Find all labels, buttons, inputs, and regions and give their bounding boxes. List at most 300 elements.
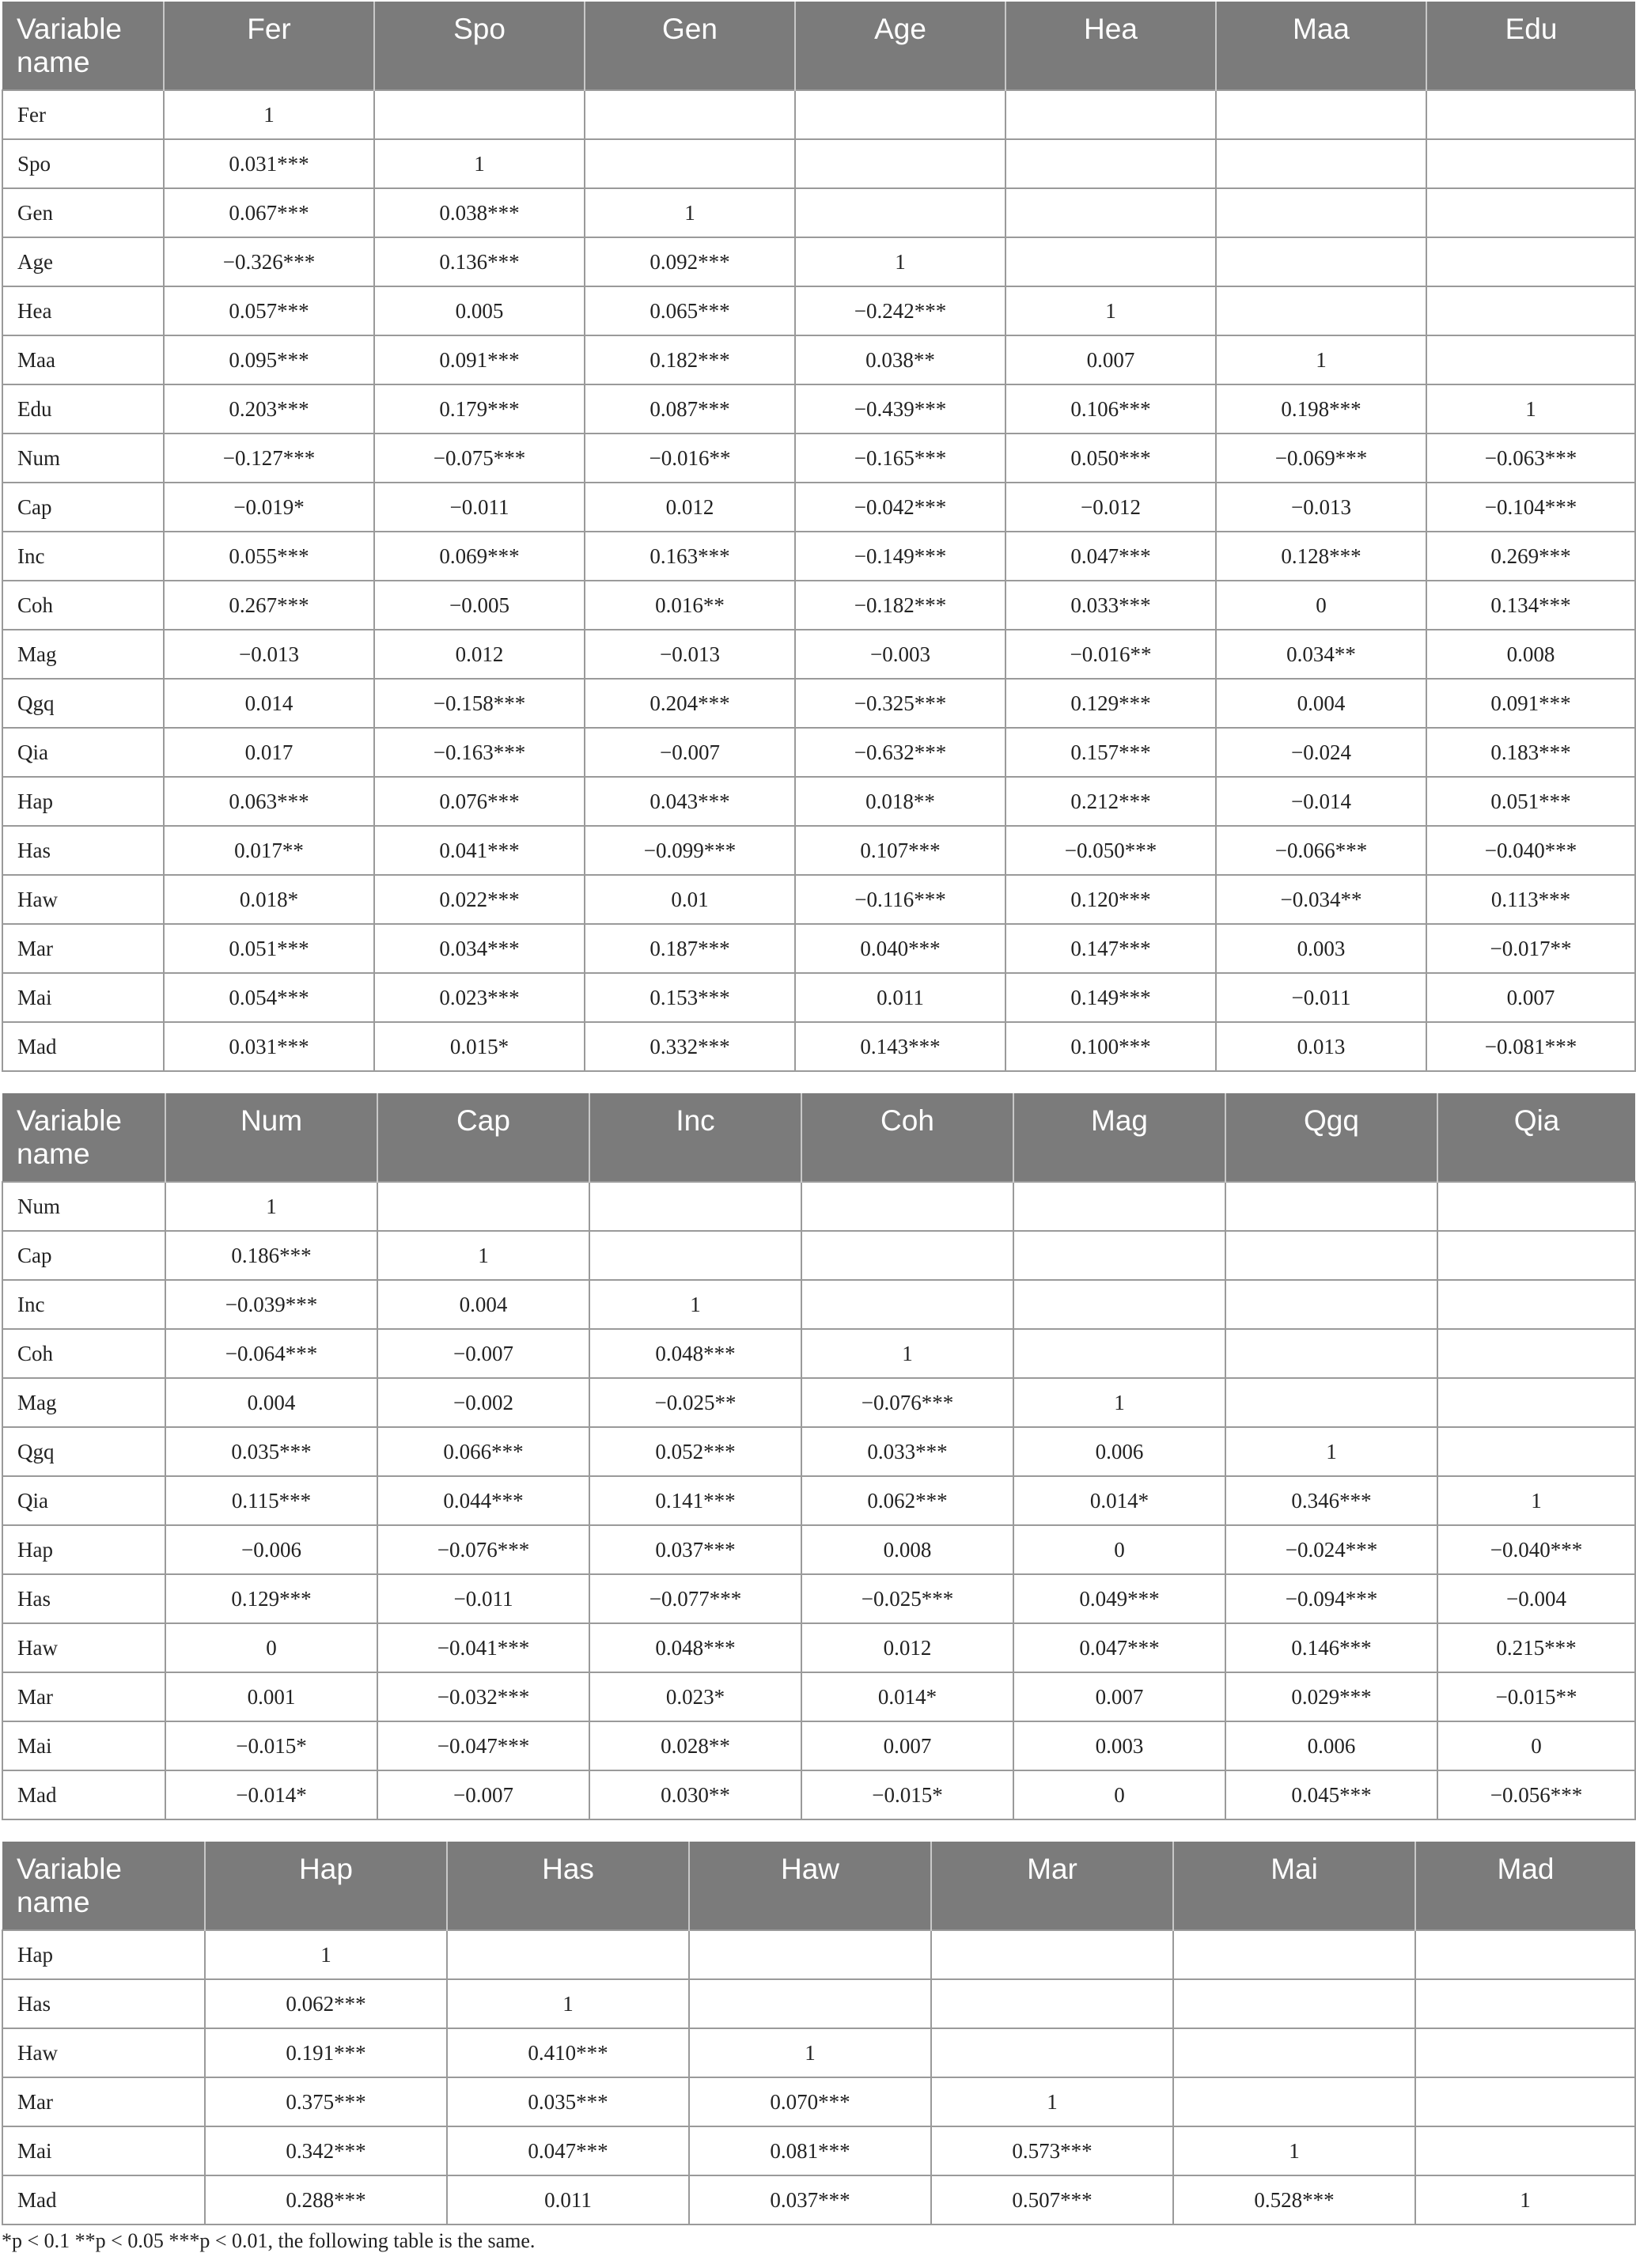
table-cell: 0.030**	[589, 1770, 801, 1819]
table-cell	[1013, 1182, 1225, 1231]
table-cell: 0.191***	[205, 2028, 447, 2077]
table-cell: −0.007	[377, 1770, 589, 1819]
table-row	[2, 679, 1635, 728]
table-cell: 0.037***	[689, 2175, 931, 2224]
table-cell	[1013, 1231, 1225, 1280]
table-cell	[1437, 1378, 1635, 1427]
table-cell	[1225, 1280, 1437, 1329]
table-cell: 0.067***	[164, 188, 374, 237]
row-label: Cap	[2, 483, 164, 532]
table-cell: 0.054***	[164, 973, 374, 1022]
table-row	[2, 728, 1635, 777]
row-label: Inc	[2, 532, 164, 581]
table-cell: 0.050***	[1005, 434, 1216, 483]
table-header	[2, 1093, 1635, 1182]
table-cell: −0.013	[1216, 483, 1426, 532]
table-cell: −0.116***	[795, 875, 1005, 924]
table-cell: 0.013	[1216, 1022, 1426, 1071]
row-label: Qia	[2, 728, 164, 777]
table-cell: 0.092***	[585, 237, 795, 286]
table-cell: 0.153***	[585, 973, 795, 1022]
table-cell: 0.041***	[374, 826, 585, 875]
table-cell: 0.047***	[447, 2126, 689, 2175]
column-header-hea: Hea	[1005, 2, 1216, 90]
table-cell: 1	[1415, 2175, 1635, 2224]
table-cell: 0.113***	[1426, 875, 1635, 924]
table-cell	[1173, 2028, 1415, 2077]
table-cell: 0.055***	[164, 532, 374, 581]
row-label: Inc	[2, 1280, 165, 1329]
table-cell: 0.507***	[931, 2175, 1173, 2224]
table-cell: −0.015**	[1437, 1672, 1635, 1721]
table-row	[2, 237, 1635, 286]
table-cell: 0.007	[1005, 335, 1216, 384]
table-cell: 0.129***	[165, 1574, 377, 1623]
row-label: Cap	[2, 1231, 165, 1280]
table-cell	[1426, 335, 1635, 384]
table-row	[2, 483, 1635, 532]
table-cell: −0.034**	[1216, 875, 1426, 924]
row-label: Num	[2, 1182, 165, 1231]
table-cell: −0.025***	[801, 1574, 1013, 1623]
table-cell: 0.065***	[585, 286, 795, 335]
table-cell: −0.325***	[795, 679, 1005, 728]
table-row	[2, 286, 1635, 335]
table-cell: 0.095***	[164, 335, 374, 384]
column-header-qgq: Qgq	[1225, 1093, 1437, 1182]
table-cell: 0.003	[1013, 1721, 1225, 1770]
table-cell: −0.012	[1005, 483, 1216, 532]
column-header-variable-name: Variable name	[2, 1093, 165, 1182]
table-cell: 0.044***	[377, 1476, 589, 1525]
row-label: Num	[2, 434, 164, 483]
table-cell: 0.031***	[164, 1022, 374, 1071]
table-cell: −0.025**	[589, 1378, 801, 1427]
row-label: Mai	[2, 973, 164, 1022]
table-cell: 0.066***	[377, 1427, 589, 1476]
table-cell: −0.013	[164, 630, 374, 679]
table-cell: 0.049***	[1013, 1574, 1225, 1623]
column-header-mar: Mar	[931, 1842, 1173, 1930]
table-cell	[1225, 1329, 1437, 1378]
table-row	[2, 1770, 1635, 1819]
table-cell: 0.001	[165, 1672, 377, 1721]
row-label: Age	[2, 237, 164, 286]
table-cell: 0.014	[164, 679, 374, 728]
row-label: Mad	[2, 2175, 205, 2224]
table-row	[2, 1721, 1635, 1770]
table-row	[2, 1231, 1635, 1280]
table-cell	[689, 1979, 931, 2028]
table-cell: 0.332***	[585, 1022, 795, 1071]
table-cell: 0	[1013, 1525, 1225, 1574]
table-row	[2, 924, 1635, 973]
table-cell: 0.014*	[801, 1672, 1013, 1721]
table-cell: −0.014	[1216, 777, 1426, 826]
table-cell	[1225, 1182, 1437, 1231]
table-cell: 0.029***	[1225, 1672, 1437, 1721]
table-cell	[1415, 1979, 1635, 2028]
table-cell: 0.011	[447, 2175, 689, 2224]
column-header-num: Num	[165, 1093, 377, 1182]
table-cell: 0.183***	[1426, 728, 1635, 777]
row-label: Haw	[2, 1623, 165, 1672]
column-header-age: Age	[795, 2, 1005, 90]
table-cell: 0.031***	[164, 139, 374, 188]
table-cell: 0.045***	[1225, 1770, 1437, 1819]
table-cell: 0.006	[1013, 1427, 1225, 1476]
correlation-table-1	[2, 2, 1636, 1072]
table-cell: −0.019*	[164, 483, 374, 532]
table-cell: 1	[1437, 1476, 1635, 1525]
table-cell: 0.047***	[1005, 532, 1216, 581]
table-cell: 0.003	[1216, 924, 1426, 973]
table-row	[2, 188, 1635, 237]
table-cell	[447, 1930, 689, 1979]
table-cell: −0.011	[377, 1574, 589, 1623]
table-cell: 0.005	[374, 286, 585, 335]
table-row	[2, 384, 1635, 434]
table-cell: 0.136***	[374, 237, 585, 286]
table-cell	[1216, 237, 1426, 286]
table-cell: 0.008	[801, 1525, 1013, 1574]
table-row	[2, 1427, 1635, 1476]
table-cell	[931, 1930, 1173, 1979]
significance-footnote: *p < 0.1 **p < 0.05 ***p < 0.01, the following table is the same.	[2, 2229, 536, 2252]
row-label: Hap	[2, 1525, 165, 1574]
header-row	[2, 2, 1635, 90]
table-row	[2, 630, 1635, 679]
table-cell: 0.043***	[585, 777, 795, 826]
table-cell: 0.147***	[1005, 924, 1216, 973]
table-header	[2, 2, 1635, 90]
table-cell: 0.012	[374, 630, 585, 679]
table-cell: 0.134***	[1426, 581, 1635, 630]
table-cell: 0.063***	[164, 777, 374, 826]
table-cell: 0.157***	[1005, 728, 1216, 777]
table-row	[2, 335, 1635, 384]
table-cell: −0.163***	[374, 728, 585, 777]
table-cell: 0.149***	[1005, 973, 1216, 1022]
table-cell: 0.143***	[795, 1022, 1005, 1071]
table-cell: 0.038***	[374, 188, 585, 237]
header-row	[2, 1842, 1635, 1930]
table-cell: −0.076***	[377, 1525, 589, 1574]
table-cell: −0.064***	[165, 1329, 377, 1378]
table-cell: 0.007	[1013, 1672, 1225, 1721]
column-header-mag: Mag	[1013, 1093, 1225, 1182]
table-cell: 1	[377, 1231, 589, 1280]
table-cell: 0.007	[1426, 973, 1635, 1022]
table-row	[2, 2175, 1635, 2224]
table-cell: −0.039***	[165, 1280, 377, 1329]
table-cell: 0.034***	[374, 924, 585, 973]
header-row	[2, 1093, 1635, 1182]
table-row	[2, 139, 1635, 188]
table-cell: −0.632***	[795, 728, 1005, 777]
table-cell: 0.100***	[1005, 1022, 1216, 1071]
table-cell: 0.528***	[1173, 2175, 1415, 2224]
table-cell: −0.069***	[1216, 434, 1426, 483]
table-cell	[1013, 1280, 1225, 1329]
table-cell: −0.024	[1216, 728, 1426, 777]
correlation-table-2	[2, 1093, 1636, 1820]
table-cell: −0.040***	[1437, 1525, 1635, 1574]
row-label: Mar	[2, 2077, 205, 2126]
table-cell: 0.179***	[374, 384, 585, 434]
table-row	[2, 90, 1635, 139]
row-label: Mar	[2, 1672, 165, 1721]
table-cell	[931, 1979, 1173, 2028]
table-cell: −0.127***	[164, 434, 374, 483]
table-cell: 0.022***	[374, 875, 585, 924]
table-cell: −0.076***	[801, 1378, 1013, 1427]
table-cell: −0.094***	[1225, 1574, 1437, 1623]
table-cell	[1415, 2126, 1635, 2175]
row-label: Mad	[2, 1022, 164, 1071]
table-row	[2, 875, 1635, 924]
table-cell	[585, 139, 795, 188]
column-header-inc: Inc	[589, 1093, 801, 1182]
table-cell: 1	[1013, 1378, 1225, 1427]
table-cell: 0.081***	[689, 2126, 931, 2175]
table-cell: −0.016**	[1005, 630, 1216, 679]
column-header-qia: Qia	[1437, 1093, 1635, 1182]
table-cell: −0.002	[377, 1378, 589, 1427]
table-cell	[1437, 1280, 1635, 1329]
table-cell	[1415, 2077, 1635, 2126]
table-cell: 0	[1013, 1770, 1225, 1819]
table-cell: 0.076***	[374, 777, 585, 826]
table-cell: 0.141***	[589, 1476, 801, 1525]
table-cell	[795, 139, 1005, 188]
table-row	[2, 1574, 1635, 1623]
column-header-variable-name: Variable name	[2, 2, 164, 90]
table-body	[2, 1930, 1635, 2224]
table-cell: 0.038**	[795, 335, 1005, 384]
table-cell: −0.165***	[795, 434, 1005, 483]
table-cell: 0.014*	[1013, 1476, 1225, 1525]
column-header-variable-name: Variable name	[2, 1842, 205, 1930]
table-row	[2, 532, 1635, 581]
table-cell	[1437, 1182, 1635, 1231]
table-row	[2, 1280, 1635, 1329]
table-cell: 0.011	[795, 973, 1005, 1022]
table-cell: 1	[165, 1182, 377, 1231]
table-cell	[1005, 90, 1216, 139]
table-cell: 0.410***	[447, 2028, 689, 2077]
table-body	[2, 90, 1635, 1071]
table-row	[2, 1476, 1635, 1525]
row-label: Coh	[2, 1329, 165, 1378]
table-cell: 0.186***	[165, 1231, 377, 1280]
table-cell: −0.016**	[585, 434, 795, 483]
column-header-coh: Coh	[801, 1093, 1013, 1182]
row-label: Mag	[2, 1378, 165, 1427]
table-cell: 1	[164, 90, 374, 139]
table-cell: −0.056***	[1437, 1770, 1635, 1819]
table-cell: 0.204***	[585, 679, 795, 728]
table-cell	[377, 1182, 589, 1231]
table-cell: −0.004	[1437, 1574, 1635, 1623]
table-cell: 0.375***	[205, 2077, 447, 2126]
table-cell: −0.007	[377, 1329, 589, 1378]
table-row	[2, 1930, 1635, 1979]
table-cell: 0.069***	[374, 532, 585, 581]
table-cell: 0.146***	[1225, 1623, 1437, 1672]
table-cell: 1	[1216, 335, 1426, 384]
table-cell: 0.040***	[795, 924, 1005, 973]
table-row	[2, 826, 1635, 875]
column-header-haw: Haw	[689, 1842, 931, 1930]
table-cell: −0.075***	[374, 434, 585, 483]
table-cell: −0.149***	[795, 532, 1005, 581]
column-header-has: Has	[447, 1842, 689, 1930]
table-row	[2, 1329, 1635, 1378]
row-label: Hap	[2, 1930, 205, 1979]
table-cell	[1426, 188, 1635, 237]
table-cell	[1437, 1427, 1635, 1476]
table-cell: −0.063***	[1426, 434, 1635, 483]
table-cell	[1216, 286, 1426, 335]
table-cell: 1	[205, 1930, 447, 1979]
table-cell: 0.006	[1225, 1721, 1437, 1770]
table-row	[2, 1525, 1635, 1574]
table-cell: 0.057***	[164, 286, 374, 335]
table-cell	[1426, 90, 1635, 139]
table-cell: 1	[589, 1280, 801, 1329]
table-cell	[1216, 139, 1426, 188]
table-row	[2, 1182, 1635, 1231]
table-cell: −0.050***	[1005, 826, 1216, 875]
table-cell: 0.182***	[585, 335, 795, 384]
row-label: Haw	[2, 2028, 205, 2077]
row-label: Coh	[2, 581, 164, 630]
table-cell: 0.033***	[1005, 581, 1216, 630]
row-label: Mag	[2, 630, 164, 679]
table-cell: 0.091***	[374, 335, 585, 384]
table-cell: 0.004	[165, 1378, 377, 1427]
table-cell: 0.034**	[1216, 630, 1426, 679]
table-cell: 1	[801, 1329, 1013, 1378]
table-cell	[1225, 1378, 1437, 1427]
table-cell: 0.203***	[164, 384, 374, 434]
row-label: Gen	[2, 188, 164, 237]
table-cell: 0.062***	[205, 1979, 447, 2028]
row-label: Fer	[2, 90, 164, 139]
row-label: Qia	[2, 1476, 165, 1525]
table-cell: 0.048***	[589, 1329, 801, 1378]
row-label: Qgq	[2, 679, 164, 728]
table-header	[2, 1842, 1635, 1930]
table-cell: 0.037***	[589, 1525, 801, 1574]
table-cell: 0.106***	[1005, 384, 1216, 434]
table-cell: −0.015*	[165, 1721, 377, 1770]
table-cell: 0.062***	[801, 1476, 1013, 1525]
row-label: Qgq	[2, 1427, 165, 1476]
table-cell: −0.015*	[801, 1770, 1013, 1819]
table-row	[2, 581, 1635, 630]
table-cell: 0.017**	[164, 826, 374, 875]
table-cell: 0	[1437, 1721, 1635, 1770]
table-cell: −0.032***	[377, 1672, 589, 1721]
table-cell	[795, 90, 1005, 139]
table-cell	[589, 1231, 801, 1280]
table-row	[2, 434, 1635, 483]
row-label: Hea	[2, 286, 164, 335]
table-cell: 0.087***	[585, 384, 795, 434]
table-cell: 0.017	[164, 728, 374, 777]
table-cell	[801, 1182, 1013, 1231]
table-cell: 0.052***	[589, 1427, 801, 1476]
table-cell: 0.004	[377, 1280, 589, 1329]
row-label: Haw	[2, 875, 164, 924]
table-cell: 0.018**	[795, 777, 1005, 826]
table-row	[2, 1378, 1635, 1427]
table-cell	[1216, 188, 1426, 237]
table-cell: −0.006	[165, 1525, 377, 1574]
table-cell: −0.013	[585, 630, 795, 679]
table-cell: −0.158***	[374, 679, 585, 728]
table-cell: 1	[931, 2077, 1173, 2126]
table-cell	[801, 1231, 1013, 1280]
table-cell	[1173, 1979, 1415, 2028]
table-cell: 0.033***	[801, 1427, 1013, 1476]
table-cell	[1216, 90, 1426, 139]
column-header-gen: Gen	[585, 2, 795, 90]
table-cell: 0.008	[1426, 630, 1635, 679]
table-cell	[1005, 139, 1216, 188]
table-cell: 0.091***	[1426, 679, 1635, 728]
table-row	[2, 1623, 1635, 1672]
table-cell	[795, 188, 1005, 237]
table-cell: 0.269***	[1426, 532, 1635, 581]
table-cell: 1	[1005, 286, 1216, 335]
table-cell: −0.007	[585, 728, 795, 777]
row-label: Mad	[2, 1770, 165, 1819]
table-cell: 0.342***	[205, 2126, 447, 2175]
table-cell: 1	[374, 139, 585, 188]
table-cell	[374, 90, 585, 139]
table-cell: 0.048***	[589, 1623, 801, 1672]
table-cell: −0.040***	[1426, 826, 1635, 875]
table-cell: 1	[447, 1979, 689, 2028]
table-row	[2, 973, 1635, 1022]
table-row	[2, 1979, 1635, 2028]
row-label: Has	[2, 1574, 165, 1623]
table-cell: 0.051***	[1426, 777, 1635, 826]
row-label: Mai	[2, 2126, 205, 2175]
row-label: Edu	[2, 384, 164, 434]
table-cell: 0	[1216, 581, 1426, 630]
table-cell	[689, 1930, 931, 1979]
table-cell: −0.047***	[377, 1721, 589, 1770]
table-cell: −0.104***	[1426, 483, 1635, 532]
table-cell: −0.005	[374, 581, 585, 630]
table-cell	[1437, 1329, 1635, 1378]
table-cell	[1426, 286, 1635, 335]
table-cell: 0.187***	[585, 924, 795, 973]
column-header-spo: Spo	[374, 2, 585, 90]
table-row	[2, 1022, 1635, 1071]
table-cell: 0.115***	[165, 1476, 377, 1525]
table-cell: 0.163***	[585, 532, 795, 581]
table-cell: 0.288***	[205, 2175, 447, 2224]
table-cell: −0.077***	[589, 1574, 801, 1623]
column-header-hap: Hap	[205, 1842, 447, 1930]
table-cell: 0.120***	[1005, 875, 1216, 924]
table-cell: 0.015*	[374, 1022, 585, 1071]
